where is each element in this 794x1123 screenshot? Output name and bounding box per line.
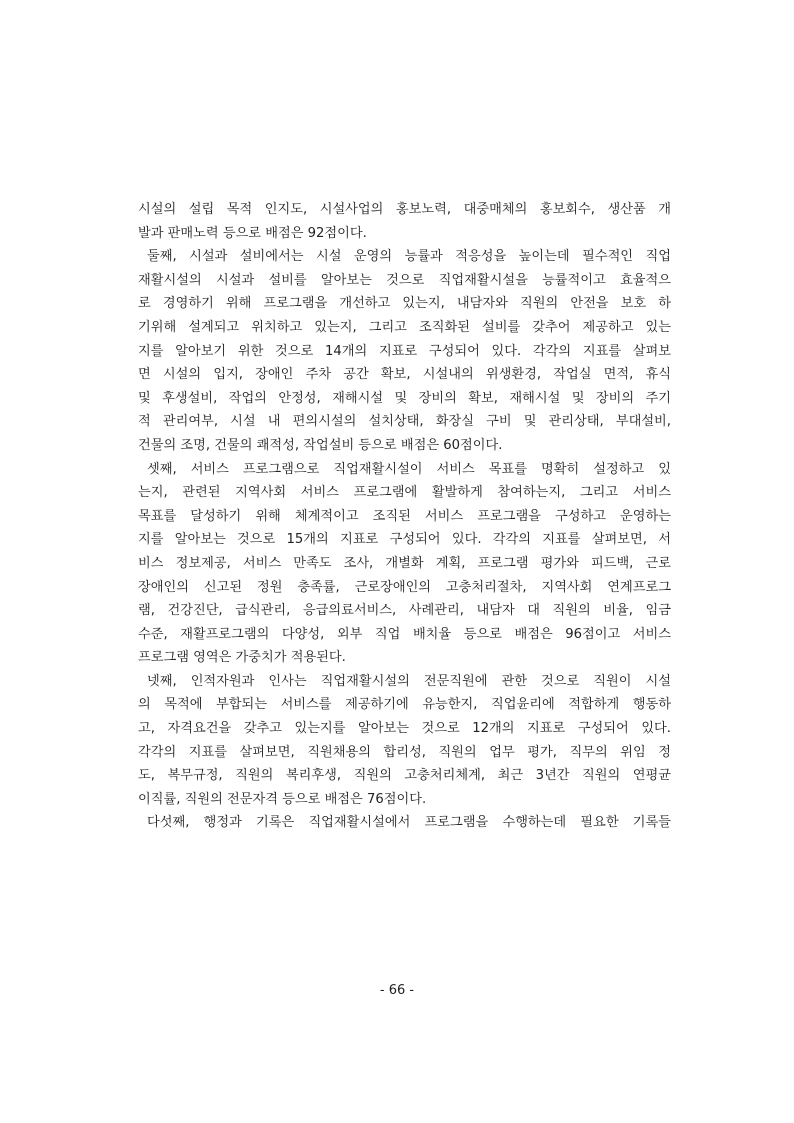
text-line: 셋째, 서비스 프로그램으로 직업재활시설이 서비스 목표를 명확히 설정하고 있 [147, 461, 671, 477]
page-number: - 66 - [379, 983, 415, 998]
text-line: 장애인의 신고된 정원 충족률, 근로장애인의 고충처리절차, 지역사회 연계프로그 [138, 579, 671, 595]
text-line: 고, 자격요건을 갖추고 있는지를 알아보는 것으로 12개의 지표로 구성되어 있다. [138, 721, 671, 737]
text-line: 다섯째, 행정과 기록은 직업재활시설에서 프로그램을 수행하는데 필요한 기록들 [147, 815, 671, 831]
text-line: 는지, 관련된 지역사회 서비스 프로그램에 활발하게 참여하는지, 그리고 서비스 [138, 485, 671, 501]
text-line: 지를 알아보는 것으로 15개의 지표로 구성되어 있다. 각각의 지표를 살펴보면, 서 [138, 532, 671, 548]
text-line: 도, 복무규정, 직원의 복리후생, 직원의 고충처리체계, 최근 3년간 직원의 연평균 [138, 768, 671, 784]
text-line: 넷째, 인적자원과 인사는 직업재활시설의 전문직원에 관한 것으로 직원이 시설 [147, 673, 671, 689]
text-line: 적 관리여부, 시설 내 편의시설의 설치상태, 화장실 구비 및 관리상태, 부대설비, [138, 414, 671, 430]
text-line: 및 후생설비, 작업의 안정성, 재해시설 및 장비의 확보, 재해시설 및 장비의 주기 [138, 390, 671, 406]
text-line: 기위해 설계되고 위치하고 있는지, 그리고 조직화된 설비를 갖추어 제공하고 있는 [138, 319, 671, 335]
text-line: 비스 정보제공, 서비스 만족도 조사, 개별화 계획, 프로그램 평가와 피드백, 근로 [138, 555, 671, 571]
text-line: 이직률, 직원의 전문자격 등으로 배점은 76점이다. [138, 791, 427, 807]
text-line: 로 경영하기 위해 프로그램을 개선하고 있는지, 내담자와 직원의 안전을 보호 하 [138, 296, 671, 312]
text-line: 재활시설의 시설과 설비를 알아보는 것으로 직업재활시설을 능률적이고 효율적으 [138, 272, 671, 288]
text-line: 발과 판매노력 등으로 배점은 92점이다. [138, 225, 367, 241]
text-line: 프로그램 영역은 가중치가 적용된다. [138, 650, 346, 666]
text-line: 수준, 재활프로그램의 다양성, 외부 직업 배치율 등으로 배점은 96점이고 서비스 [138, 626, 671, 642]
text-line: 둘째, 시설과 설비에서는 시설 운영의 능률과 적응성을 높이는데 필수적인 직업 [147, 249, 671, 265]
text-line: 의 목적에 부합되는 서비스를 제공하기에 유능한지, 직업윤리에 적합하게 행동하 [138, 697, 671, 713]
text-line: 건물의 조명, 건물의 쾌적성, 작업설비 등으로 배점은 60점이다. [138, 437, 503, 453]
text-line: 램, 건강진단, 급식관리, 응급의료서비스, 사례관리, 내담자 대 직원의 비율, 임금 [138, 603, 671, 619]
body-text [138, 198, 671, 835]
text-line: 면 시설의 입지, 장애인 주차 공간 확보, 시설내의 위생환경, 작업실 면적, 휴식 [138, 367, 671, 383]
text-line: 시설의 설립 목적 인지도, 시설사업의 홍보노력, 대중매체의 홍보회수, 생산품 개 [138, 202, 671, 217]
text-line: 각각의 지표를 살펴보면, 직원채용의 합리성, 직원의 업무 평가, 직무의 위임 정 [138, 744, 671, 760]
text-line: 목표를 달성하기 위해 체계적이고 조직된 서비스 프로그램을 구성하고 운영하는 [138, 508, 671, 524]
text-line: 지를 알아보기 위한 것으로 14개의 지표로 구성되어 있다. 각각의 지표를 살펴보 [138, 343, 671, 359]
